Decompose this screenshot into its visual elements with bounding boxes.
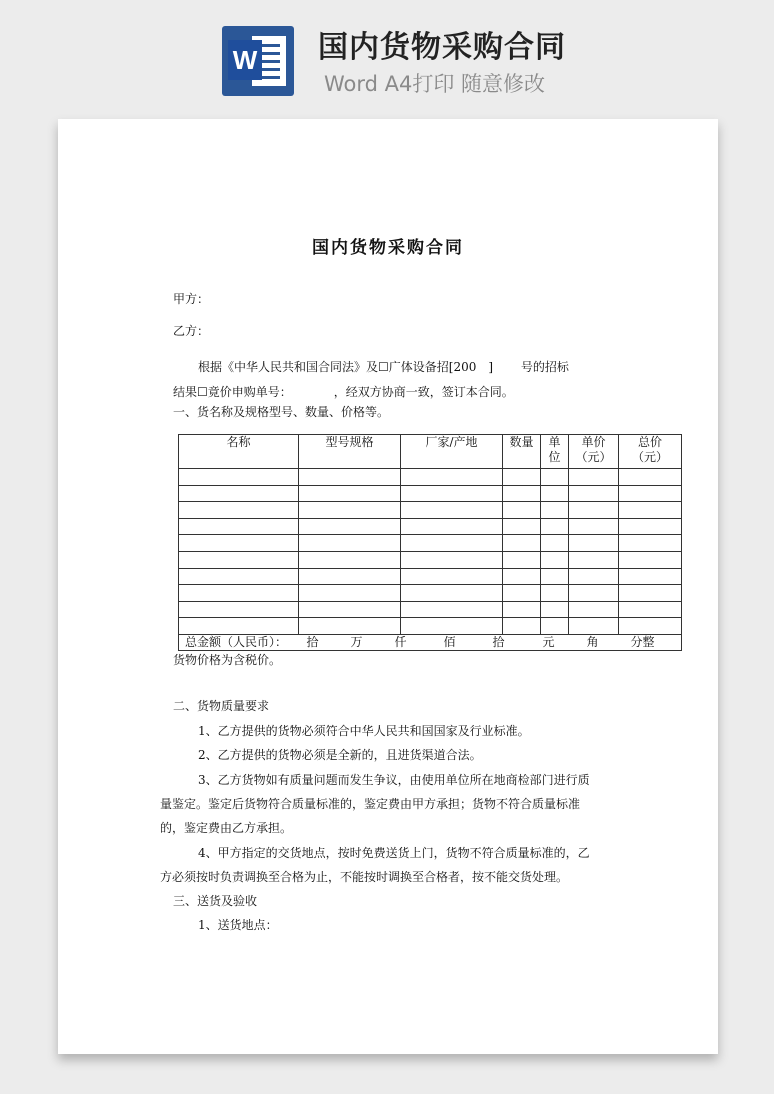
table-cell	[401, 601, 503, 618]
table-cell	[401, 535, 503, 552]
table-cell	[299, 585, 401, 602]
table-cell	[619, 618, 682, 635]
total-unit: 元	[542, 634, 555, 649]
table-cell	[569, 568, 619, 585]
table-cell	[179, 585, 299, 602]
total-unit: 仟	[394, 634, 407, 649]
total-unit: 角	[586, 634, 599, 649]
table-cell	[401, 585, 503, 602]
table-cell	[401, 618, 503, 635]
table-cell	[179, 601, 299, 618]
total-unit: 拾	[306, 634, 319, 649]
table-cell	[299, 502, 401, 519]
table-cell	[569, 551, 619, 568]
tax-note: 货物价格为含税价。	[173, 653, 282, 667]
table-cell	[401, 469, 503, 486]
table-cell	[541, 568, 569, 585]
table-cell	[299, 551, 401, 568]
table-header-row	[179, 435, 682, 469]
table-row	[179, 618, 682, 635]
table-cell	[503, 551, 541, 568]
table-cell	[569, 469, 619, 486]
table-cell	[401, 551, 503, 568]
table-cell	[619, 551, 682, 568]
table-cell	[569, 502, 619, 519]
quality-item-4-line-1: 4、甲方指定的交货地点，按时免费送货上门，货物不符合质量标准的，乙	[198, 846, 590, 860]
table-row	[179, 518, 682, 535]
quality-item-2: 2、乙方提供的货物必须是全新的，且进货渠道合法。	[198, 748, 482, 762]
total-unit: 佰	[443, 634, 456, 649]
table-cell	[541, 469, 569, 486]
table-cell	[541, 485, 569, 502]
delivery-item-1: 1、送货地点：	[198, 918, 278, 932]
table-cell	[179, 618, 299, 635]
quality-item-4-line-2: 方必须按时负责调换至合格为止，不能按时调换至合格者，按不能交货处理。	[160, 870, 569, 884]
basis-line-1: 根据《中华人民共和国合同法》及☐广体设备招[200 ] 号的招标	[198, 360, 569, 374]
total-label: 总金额（人民币）：	[179, 634, 299, 650]
quality-item-3-line-1: 3、乙方货物如有质量问题而发生争议，由使用单位所在地商检部门进行质	[198, 773, 590, 787]
document-title: 国内货物采购合同	[312, 238, 464, 258]
table-cell	[179, 551, 299, 568]
table-cell	[179, 469, 299, 486]
table-cell	[299, 618, 401, 635]
table-cell	[299, 518, 401, 535]
table-row	[179, 469, 682, 486]
table-cell	[619, 601, 682, 618]
table-cell	[541, 551, 569, 568]
section-1-heading: 一、货名称及规格型号、数量、价格等。	[173, 405, 390, 419]
section-3-heading: 三、送货及验收	[173, 894, 258, 908]
table-cell	[569, 518, 619, 535]
table-row	[179, 551, 682, 568]
word-icon-letter: W	[228, 40, 262, 80]
table-cell	[299, 568, 401, 585]
table-cell	[619, 568, 682, 585]
table-cell	[299, 469, 401, 486]
table-cell	[299, 535, 401, 552]
quality-item-3-line-3: 的，鉴定费由乙方承担。	[160, 821, 293, 835]
party-a-label: 甲方：	[173, 292, 210, 306]
table-cell	[503, 601, 541, 618]
table-cell	[503, 568, 541, 585]
table-cell	[179, 518, 299, 535]
total-unit: 万	[350, 634, 363, 649]
table-row	[179, 585, 682, 602]
table-cell	[619, 502, 682, 519]
table-cell	[569, 485, 619, 502]
banner	[0, 0, 774, 108]
total-units	[299, 634, 682, 650]
table-cell	[179, 485, 299, 502]
table-cell	[503, 618, 541, 635]
table-cell	[503, 485, 541, 502]
table-cell	[503, 585, 541, 602]
word-icon	[222, 26, 294, 96]
table-cell	[503, 502, 541, 519]
banner-subtitle: Word A4打印 随意修改	[324, 72, 546, 96]
table-cell	[401, 518, 503, 535]
col-header-unit: 单 位	[541, 435, 569, 469]
table-cell	[541, 502, 569, 519]
section-2-heading: 二、货物质量要求	[173, 699, 270, 713]
col-header-unit-price: 单价 （元）	[569, 435, 619, 469]
col-header-total-price: 总价 （元）	[619, 435, 682, 469]
document-page	[58, 119, 718, 1054]
table-cell	[503, 535, 541, 552]
table-cell	[299, 485, 401, 502]
table-cell	[541, 618, 569, 635]
total-row	[179, 634, 682, 650]
table-cell	[569, 535, 619, 552]
table-cell	[401, 485, 503, 502]
banner-title: 国内货物采购合同	[318, 30, 566, 65]
table-cell	[179, 568, 299, 585]
table-cell	[619, 469, 682, 486]
table-row	[179, 485, 682, 502]
table-cell	[541, 601, 569, 618]
quality-item-1: 1、乙方提供的货物必须符合中华人民共和国国家及行业标准。	[198, 724, 530, 738]
col-header-name: 名称	[179, 435, 299, 469]
total-unit: 拾	[492, 634, 505, 649]
table-cell	[619, 535, 682, 552]
table-cell	[619, 485, 682, 502]
table-row	[179, 502, 682, 519]
table-cell	[541, 535, 569, 552]
table-row	[179, 535, 682, 552]
table-cell	[503, 518, 541, 535]
table-cell	[541, 518, 569, 535]
table-cell	[401, 568, 503, 585]
table-cell	[179, 535, 299, 552]
col-header-model: 型号规格	[299, 435, 401, 469]
table-cell	[569, 585, 619, 602]
quality-item-3-line-2: 量鉴定。鉴定后货物符合质量标准的，鉴定费由甲方承担；货物不符合质量标准	[160, 797, 581, 811]
table-cell	[541, 585, 569, 602]
table-cell	[179, 502, 299, 519]
table-cell	[619, 585, 682, 602]
table-cell	[619, 518, 682, 535]
table-row	[179, 601, 682, 618]
col-header-maker: 厂家/产地	[401, 435, 503, 469]
total-unit: 分整	[630, 634, 655, 649]
table-cell	[569, 618, 619, 635]
table-cell	[401, 502, 503, 519]
goods-table	[178, 434, 682, 651]
table-cell	[299, 601, 401, 618]
party-b-label: 乙方：	[173, 324, 210, 338]
table-cell	[569, 601, 619, 618]
table-row	[179, 568, 682, 585]
table-cell	[503, 469, 541, 486]
col-header-qty: 数量	[503, 435, 541, 469]
basis-line-2: 结果☐竟价申购单号： ，经双方协商一致，签订本合同。	[173, 385, 514, 399]
